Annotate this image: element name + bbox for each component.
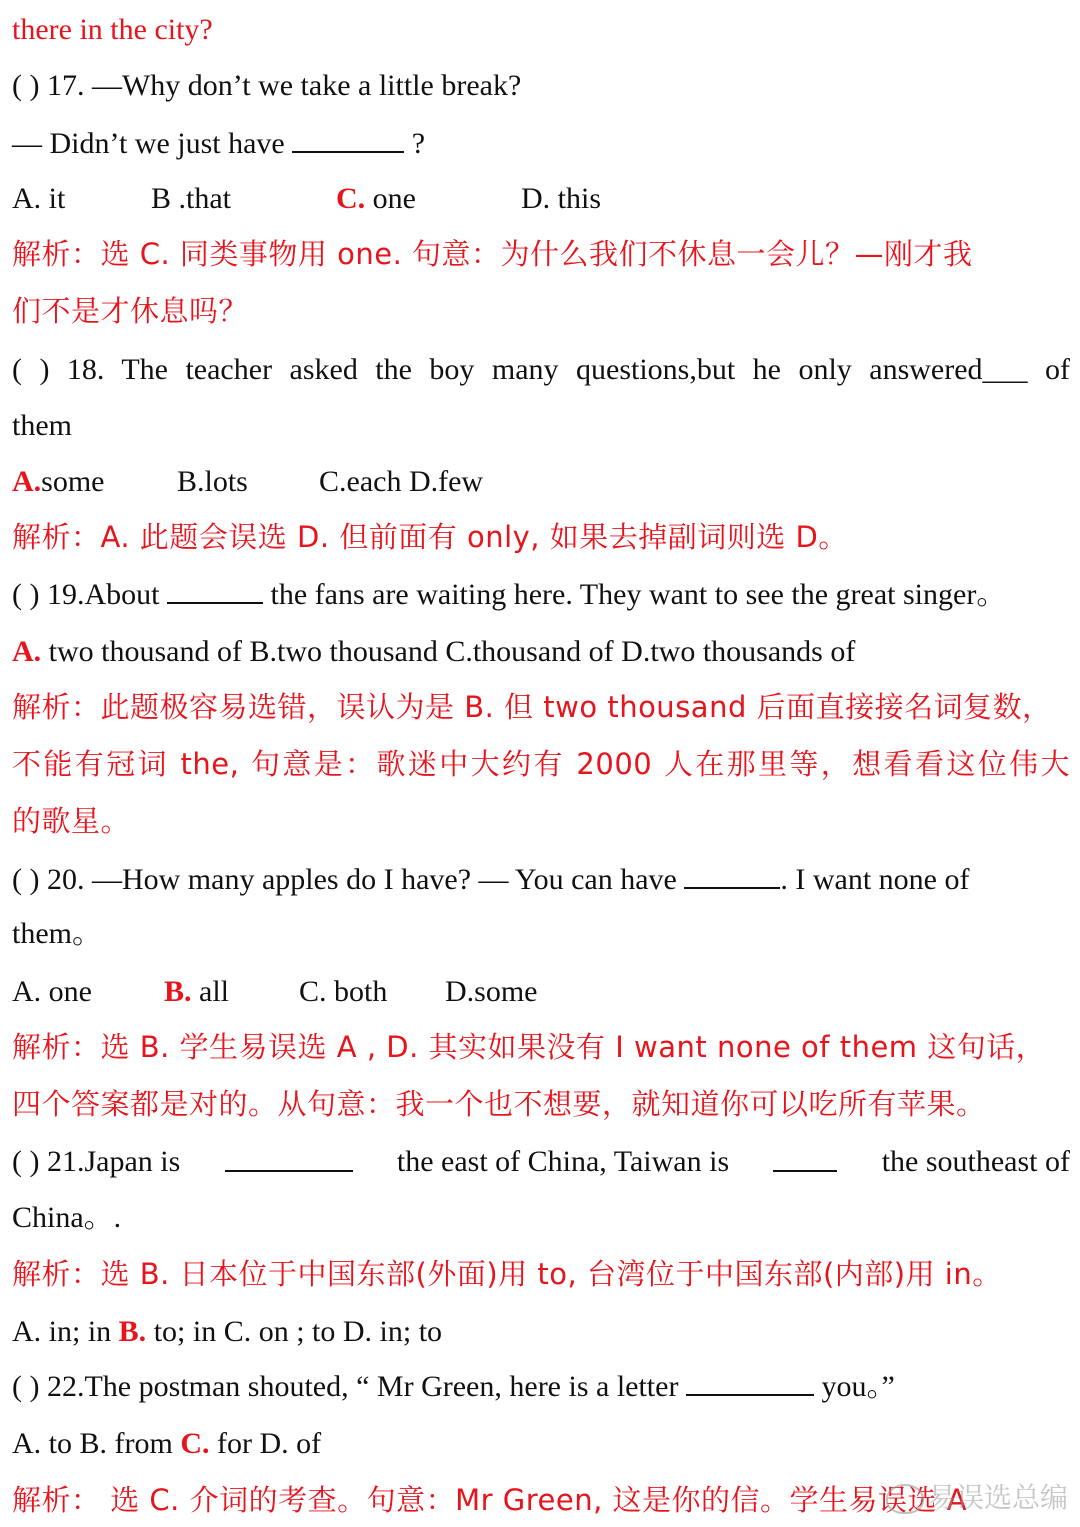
option-b: B .that [151, 182, 231, 215]
question-18: ( ) 18. The teacher asked the boy many questions,but he only answered___ of [12, 353, 1070, 386]
answer-blank [684, 859, 780, 889]
q17-reply-end: ? [404, 127, 426, 160]
explanation-17-line2: 们不是才休息吗？ [12, 294, 249, 328]
q21-text-1: ( ) 21.Japan is [12, 1145, 181, 1178]
option-a-text: some [41, 465, 105, 498]
explanation-17-line1: 解析：选 C. 同类事物用 one. 句意：为什么我们不休息一会儿？—刚才我 [12, 237, 973, 271]
option-b-text: all [191, 975, 230, 1008]
watermark [886, 1478, 1068, 1518]
question-21-cont: China。. [12, 1201, 122, 1234]
question-18-cont: them [12, 409, 72, 442]
option-d: D.some [445, 975, 538, 1008]
option-b [164, 972, 299, 1012]
answer-blank [773, 1142, 837, 1172]
weibo-icon [886, 1484, 924, 1514]
watermark-text: 易误选总编 [927, 1481, 1068, 1514]
line-city-question: there in the city? [12, 13, 213, 46]
option-c [336, 179, 521, 219]
question-20 [12, 859, 1070, 901]
explanation-18: 解析：A. 此题会误选 D. 但前面有 only, 如果去掉副词则选 D。 [12, 520, 848, 554]
q21-text-3: the southeast of [881, 1145, 1070, 1178]
question-17-reply [12, 123, 1070, 165]
q22-text-start: ( ) 22.The postman shouted, “ Mr Green, here is a letter [12, 1370, 686, 1403]
question-19 [12, 574, 1070, 616]
question-21 [12, 1142, 1070, 1184]
q19-text-start: ( ) 19.About [12, 578, 167, 611]
answer-blank [225, 1142, 353, 1172]
option-b: B.lots [177, 465, 248, 498]
explanation-19-line2: 不能有冠词 the, 句意是：歌迷中大约有 2000 人在那里等，想看看这位伟大 [12, 747, 1070, 781]
explanation-19-line1: 解析：此题极容易选错，误认为是 B. 但 two thousand 后面直接接名词复数， [12, 690, 1052, 724]
q21-options-rest: to; in C. on ; to D. in; to [146, 1315, 443, 1348]
question-17: ( ) 17. —Why don’t we take a little break? [12, 69, 522, 102]
explanation-19-line3: 的歌星。 [12, 804, 131, 838]
options-a-b: A. to B. from [12, 1427, 181, 1460]
question-22 [12, 1366, 1070, 1408]
question-22-options [12, 1424, 1070, 1466]
explanation-20-line1: 解析：选 B. 学生易误选 A , D. 其实如果没有 I want none of them 这句话， [12, 1030, 1046, 1064]
correct-answer-mark: A. [12, 465, 42, 498]
option-a: A. it [12, 182, 66, 215]
q20-text-start: ( ) 20. —How many apples do I have? — You can have [12, 863, 685, 896]
question-21-options [12, 1312, 1070, 1354]
correct-answer-mark: B. [164, 975, 192, 1008]
q19-text-end: the fans are waiting here. They want to see the great singer。 [262, 578, 1007, 611]
question-20-options [12, 972, 1070, 1014]
option-c-text: one [365, 182, 416, 215]
option-c: C. both [299, 975, 388, 1008]
correct-answer-mark: A. [12, 635, 42, 668]
q22-text-end: you。” [813, 1370, 895, 1403]
answer-blank [686, 1366, 814, 1396]
explanation-22: 解析： 选 C. 介词的考查。句意：Mr Green, 这是你的信。学生易误选 A [12, 1483, 968, 1517]
correct-answer-mark: B. [118, 1315, 147, 1348]
option-d: D. this [521, 182, 602, 215]
q20-text-end: . I want none of [780, 863, 970, 896]
question-20-cont: them。 [12, 917, 102, 950]
option-a: A. one [12, 975, 92, 1008]
question-17-options [12, 179, 1070, 221]
question-18-options [12, 462, 1070, 504]
q17-reply-text: — Didn’t we just have [12, 127, 293, 160]
correct-answer-mark: C. [180, 1427, 210, 1460]
correct-answer-mark: C. [336, 182, 366, 215]
q19-options-text: two thousand of B.two thousand C.thousand of D.two thousands of [41, 635, 856, 668]
answer-blank [167, 574, 263, 604]
q21-text-2: the east of China, Taiwan is [396, 1145, 730, 1178]
answer-blank [292, 123, 404, 153]
explanation-20-line2: 四个答案都是对的。从句意：我一个也不想要，就知道你可以吃所有苹果。 [12, 1087, 986, 1121]
option-a: A. in; in [12, 1315, 119, 1348]
option-a [12, 462, 177, 502]
option-c-d: C.each D.few [319, 465, 484, 498]
explanation-21: 解析：选 B. 日本位于中国东部(外面)用 to, 台湾位于中国东部(内部)用 in。 [12, 1257, 1002, 1291]
question-19-options [12, 632, 1070, 674]
q22-options-rest: for D. of [209, 1427, 322, 1460]
